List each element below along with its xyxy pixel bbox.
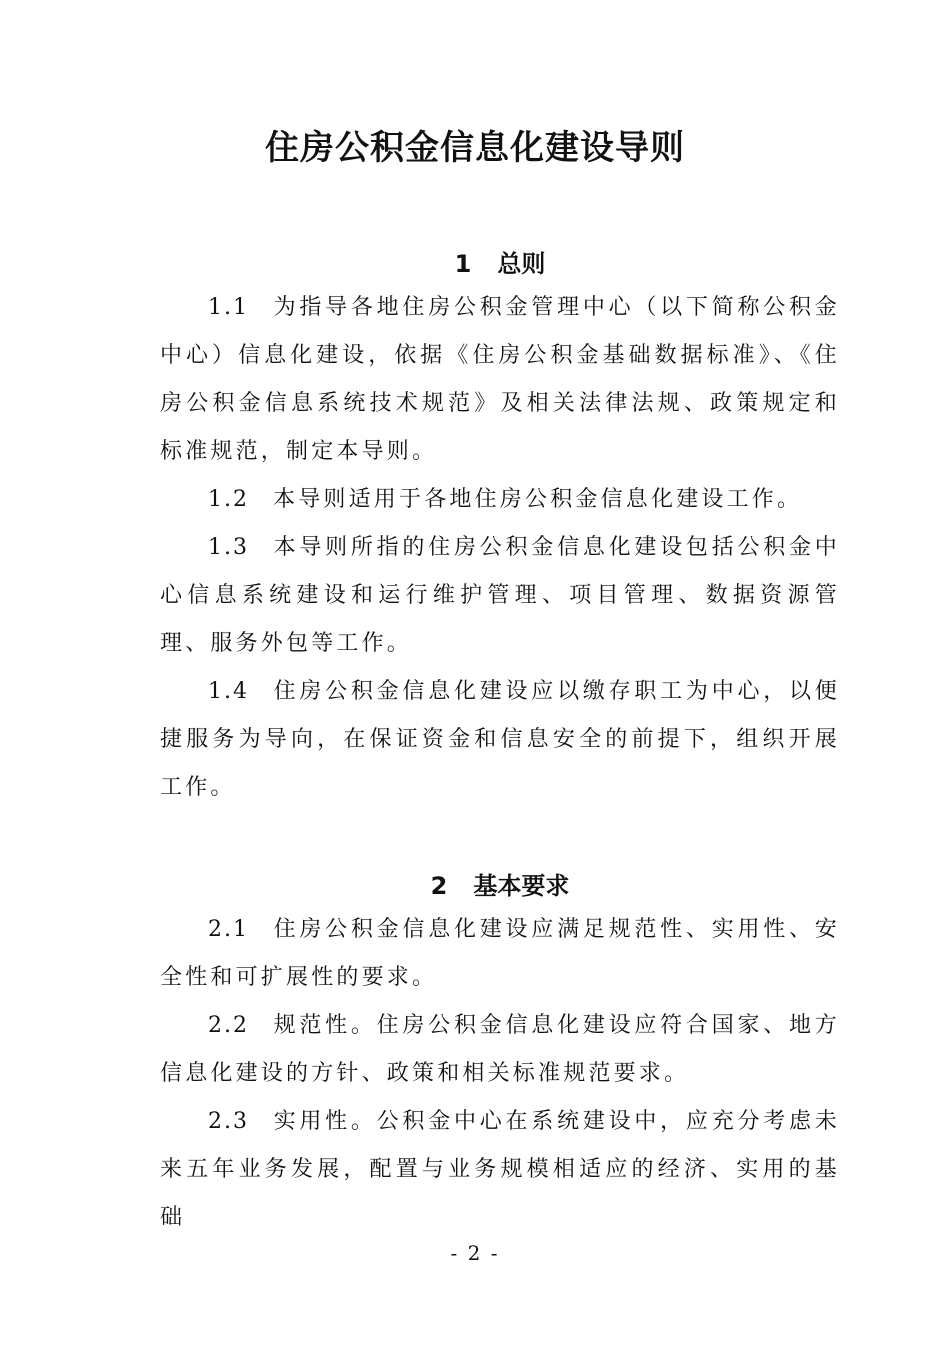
paragraph-text: 本导则所指的住房公积金信息化建设包括公积金中心信息系统建设和运行维护管理、项目管理、数据资源管理、服务外包等工作。 [160, 535, 840, 656]
section-general-principles [160, 244, 840, 812]
paragraph-number: 1.4 [208, 679, 249, 704]
page-number: - 2 - [450, 1241, 500, 1265]
paragraph-text: 为指导各地住房公积金管理中心（以下简称公积金中心）信息化建设，依据《住房公积金基础数据标准》、《住房公积金信息系统技术规范》及相关法律法规、政策规定和标准规范，制定本导则。 [160, 295, 840, 464]
document-title: 住房公积金信息化建设导则 [265, 128, 685, 168]
section-title: 基本要求 [473, 872, 570, 900]
paragraph-number: 2.3 [208, 1109, 249, 1134]
paragraph-2-3 [160, 1098, 840, 1242]
paragraph-number: 2.1 [208, 917, 249, 942]
paragraph-number: 1.1 [208, 295, 249, 320]
paragraph-2-1 [160, 906, 840, 1002]
section-number: 1 [454, 250, 472, 278]
paragraph-1-1 [160, 284, 840, 476]
paragraph-number: 2.2 [208, 1013, 249, 1038]
paragraph-2-2 [160, 1002, 840, 1098]
section-basic-requirements [160, 866, 840, 1242]
section-number: 2 [430, 872, 448, 900]
section-heading [160, 244, 840, 284]
paragraph-1-3 [160, 524, 840, 668]
section-title: 总则 [497, 250, 546, 278]
paragraph-text: 住房公积金信息化建设应满足规范性、实用性、安全性和可扩展性的要求。 [160, 917, 840, 990]
section-heading [160, 866, 840, 906]
paragraph-number: 1.2 [208, 487, 249, 512]
paragraph-1-2 [160, 476, 840, 524]
paragraph-text: 本导则适用于各地住房公积金信息化建设工作。 [273, 487, 803, 512]
paragraph-text: 住房公积金信息化建设应以缴存职工为中心，以便捷服务为导向，在保证资金和信息安全的前提下，组织开展工作。 [160, 679, 840, 800]
paragraph-text: 实用性。公积金中心在系统建设中，应充分考虑未来五年业务发展，配置与业务规模相适应的经济、实用的基础 [160, 1109, 840, 1230]
paragraph-text: 规范性。住房公积金信息化建设应符合国家、地方信息化建设的方针、政策和相关标准规范要求。 [160, 1013, 840, 1086]
paragraph-number: 1.3 [208, 535, 249, 560]
paragraph-1-4 [160, 668, 840, 812]
